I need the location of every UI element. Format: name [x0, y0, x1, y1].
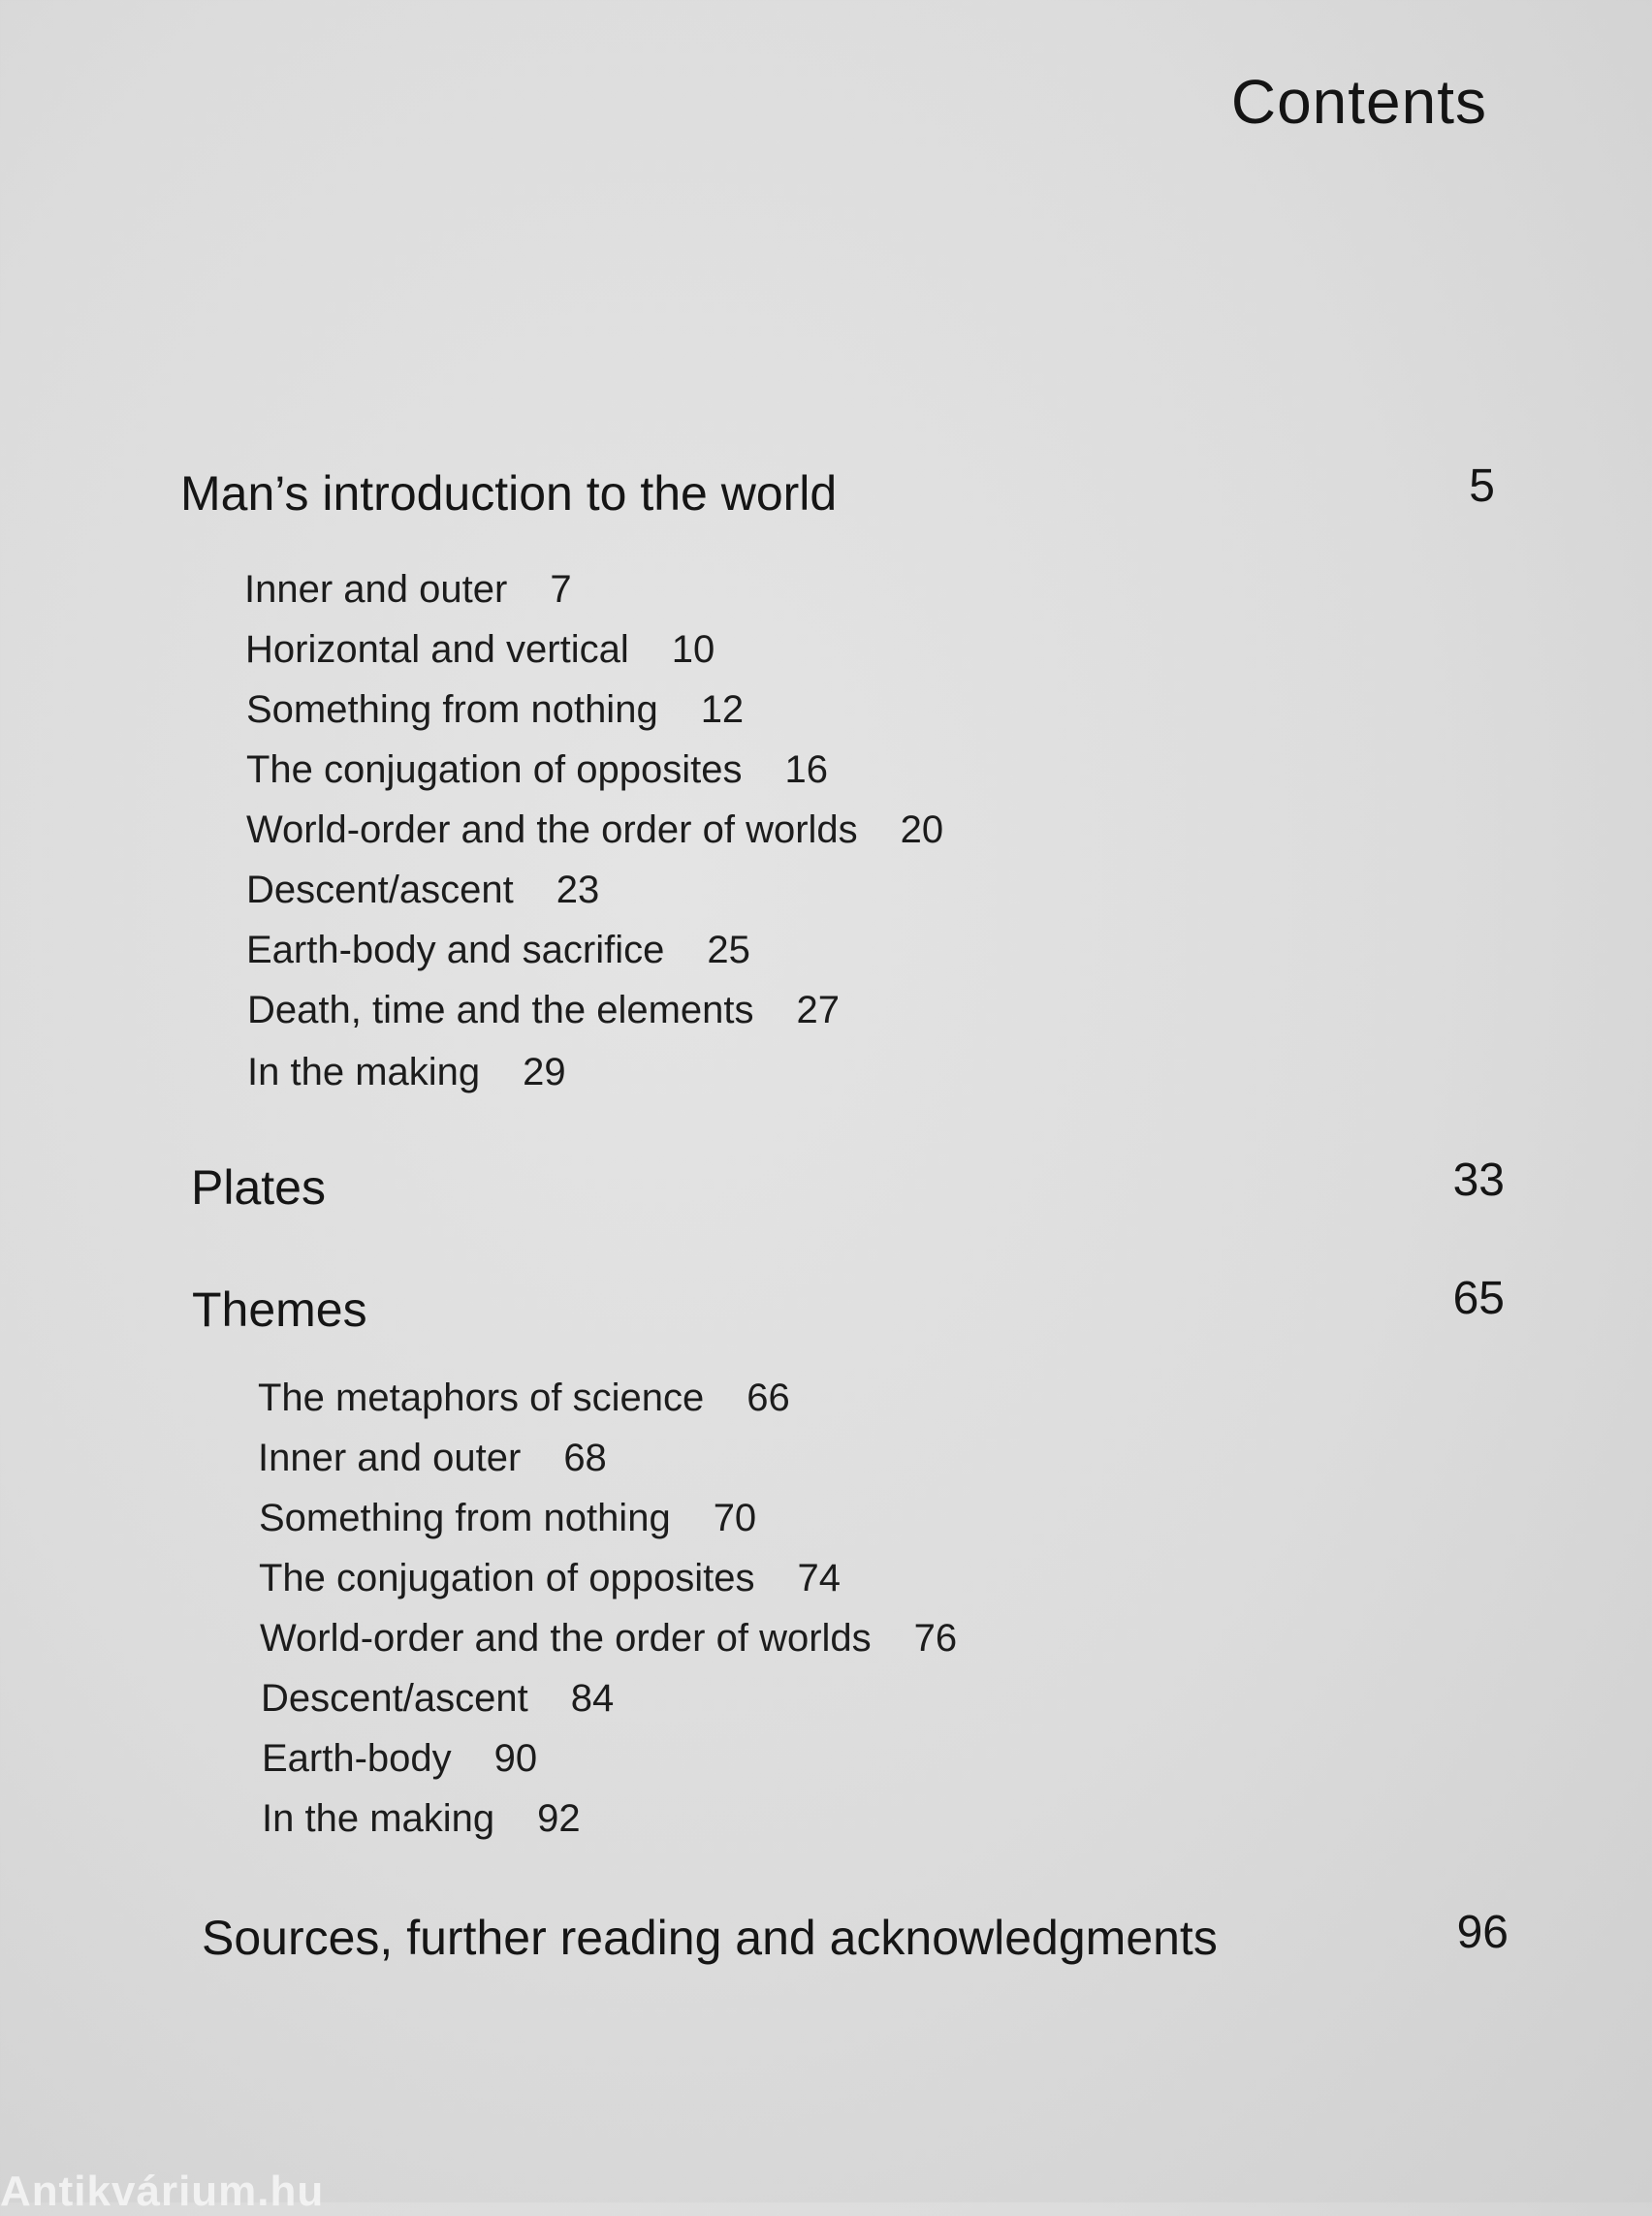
entry-page-number: 16	[784, 748, 828, 791]
entry-title: In the making	[262, 1797, 495, 1840]
entry-title: Inner and outer	[258, 1437, 522, 1479]
entry-title: World-order and the order of worlds	[246, 808, 858, 851]
section-page-number: 65	[1452, 1273, 1505, 1324]
list-item	[246, 869, 599, 912]
entry-page-number: 27	[796, 989, 841, 1031]
section-page-number: 33	[1452, 1155, 1505, 1206]
list-item	[246, 688, 744, 732]
entry-title: The conjugation of opposites	[259, 1557, 755, 1599]
list-item	[245, 628, 715, 672]
list-item	[246, 808, 943, 852]
entry-page-number: 23	[556, 869, 600, 911]
list-item	[259, 1557, 841, 1600]
list-item	[246, 748, 828, 792]
list-item	[260, 1617, 957, 1661]
entry-page-number: 70	[713, 1497, 757, 1539]
entry-title: The metaphors of science	[258, 1377, 705, 1419]
entry-title: Earth-body and sacrifice	[246, 929, 665, 971]
list-item	[247, 989, 840, 1032]
section-title: Themes	[192, 1282, 367, 1337]
section-title: Sources, further reading and acknowledgments	[202, 1911, 1218, 1965]
entry-page-number: 92	[537, 1797, 581, 1840]
entry-page-number: 84	[570, 1677, 615, 1720]
entry-title: Earth-body	[262, 1737, 452, 1780]
list-item	[261, 1677, 614, 1721]
list-item	[259, 1497, 756, 1540]
entry-title: The conjugation of opposites	[246, 748, 743, 791]
section-page-number: 96	[1456, 1907, 1509, 1958]
entry-title: Inner and outer	[244, 568, 508, 611]
entry-title: Something from nothing	[259, 1497, 671, 1539]
entry-page-number: 76	[913, 1617, 958, 1660]
entry-page-number: 66	[747, 1377, 790, 1419]
entry-title: Horizontal and vertical	[245, 628, 629, 671]
entry-page-number: 20	[900, 808, 944, 851]
watermark: Antikvárium.hu	[0, 2168, 325, 2215]
entry-page-number: 68	[563, 1437, 607, 1479]
list-item	[246, 929, 750, 972]
entry-title: World-order and the order of worlds	[260, 1617, 872, 1660]
entry-page-number: 7	[550, 568, 572, 611]
page-title: Contents	[1230, 67, 1487, 137]
list-item	[258, 1377, 790, 1420]
list-item	[258, 1437, 607, 1480]
section-title: Plates	[191, 1160, 326, 1215]
entry-page-number: 90	[493, 1737, 538, 1780]
list-item	[247, 1051, 566, 1094]
entry-title: Descent/ascent	[261, 1677, 528, 1720]
entry-title: In the making	[247, 1051, 481, 1093]
list-item	[244, 568, 572, 612]
entry-page-number: 12	[700, 688, 745, 731]
entry-page-number: 25	[707, 929, 750, 971]
entry-page-number: 10	[671, 628, 715, 671]
entry-page-number: 74	[797, 1557, 841, 1599]
section-page-number: 5	[1469, 460, 1495, 512]
entry-title: Descent/ascent	[246, 869, 514, 911]
entry-title: Something from nothing	[246, 688, 658, 731]
entry-page-number: 29	[523, 1051, 566, 1093]
list-item	[262, 1797, 581, 1841]
entry-title: Death, time and the elements	[247, 989, 754, 1031]
section-title: Man’s introduction to the world	[180, 466, 838, 521]
list-item	[262, 1737, 537, 1781]
